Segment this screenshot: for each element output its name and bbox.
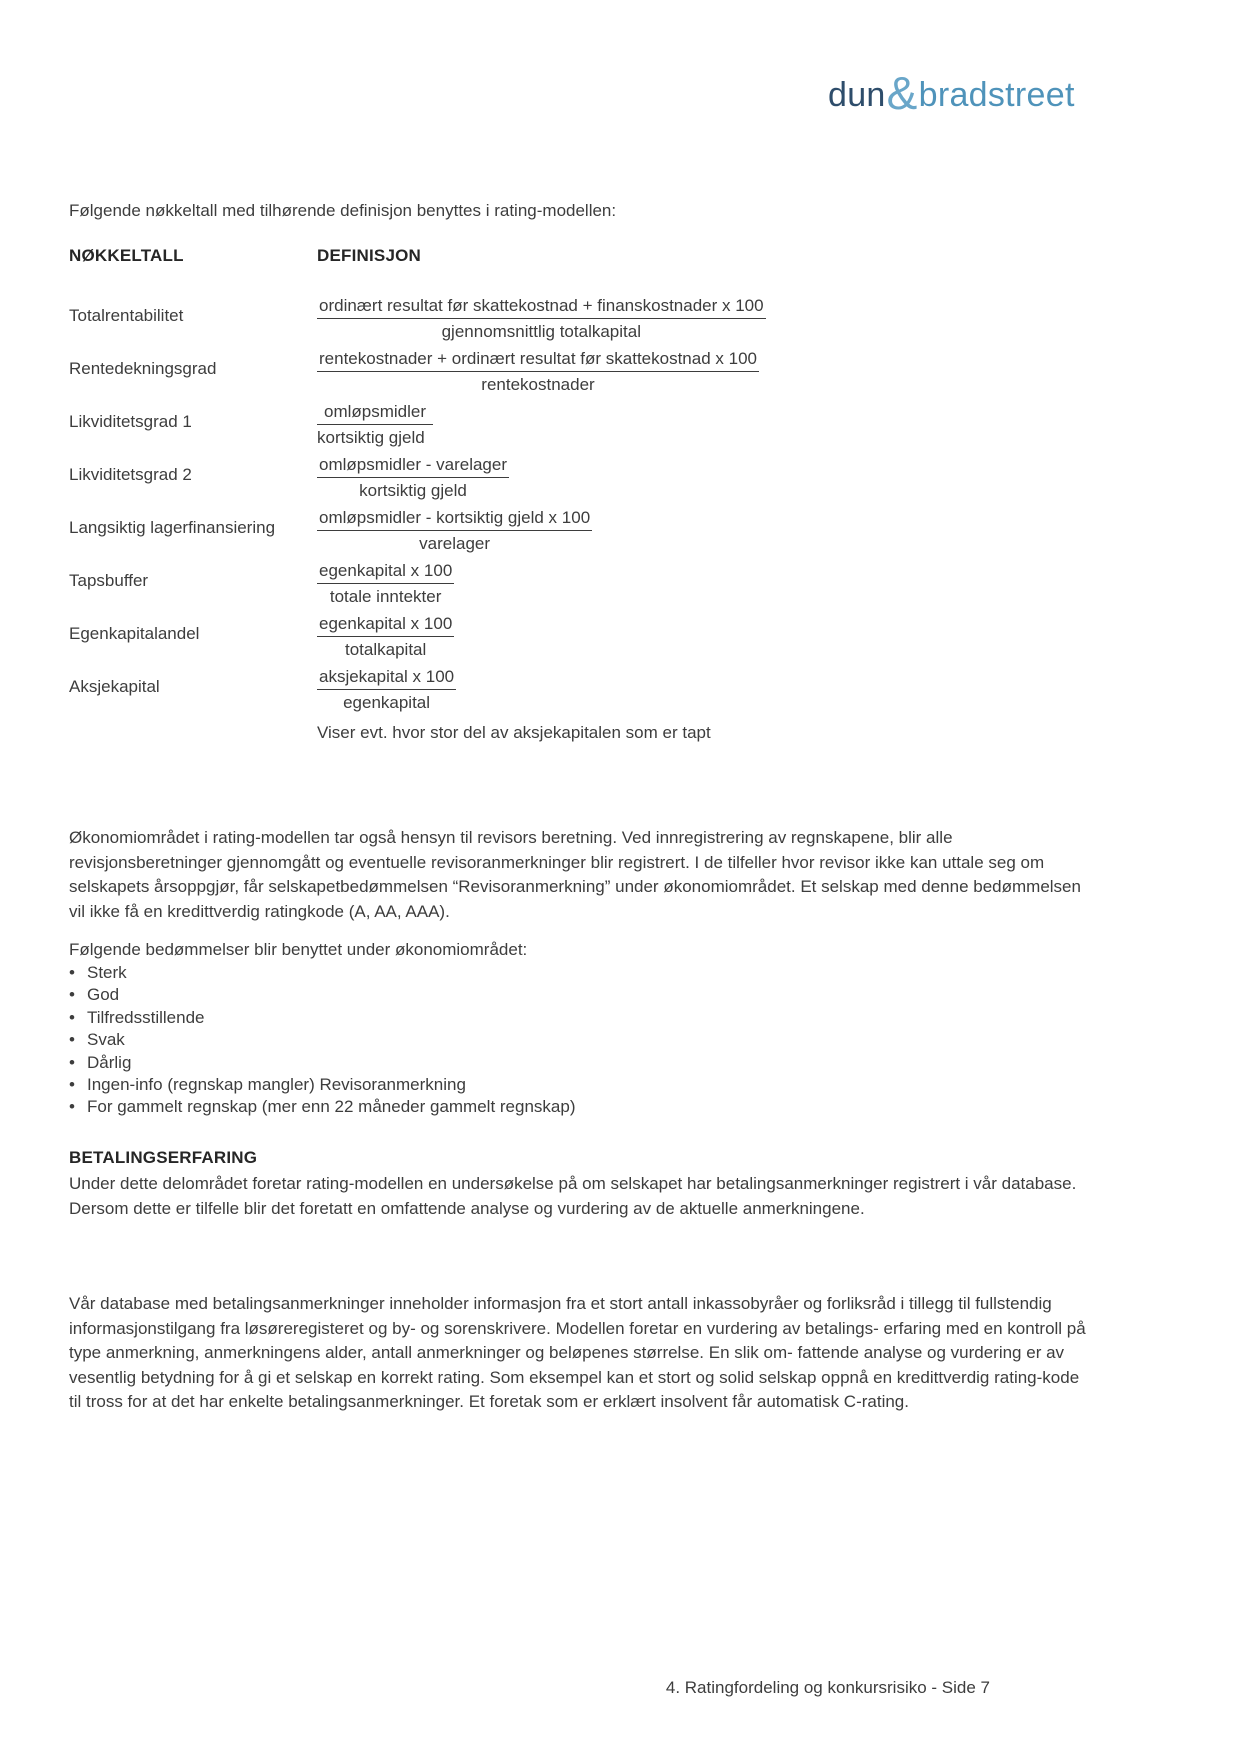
fraction-numerator: ordinært resultat før skattekostnad + finanskostnader x 100 [317, 295, 766, 319]
fraction-numerator: omløpsmidler [317, 401, 433, 425]
fraction-denominator: totalkapital [345, 640, 427, 659]
assessments-list [69, 962, 1089, 1119]
bullet-icon: • [69, 1052, 75, 1072]
fraction-numerator: omløpsmidler - varelager [317, 454, 509, 478]
fraction-denominator: egenkapital [343, 693, 431, 712]
list-item [69, 984, 1089, 1006]
bullet-icon: • [69, 985, 75, 1005]
key-figure-label: Likviditetsgrad 1 [69, 412, 192, 431]
key-figure-label: Tapsbuffer [69, 571, 149, 590]
table-row [69, 666, 1089, 713]
list-item-label: Ingen-info (regnskap mangler) Revisoranmerkning [87, 1075, 466, 1095]
list-item-label: Tilfredsstillende [87, 1007, 205, 1027]
key-figure-label: Totalrentabilitet [69, 306, 184, 325]
table-header-row [69, 245, 1089, 266]
logo-bradstreet-text: bradstreet [918, 76, 1075, 114]
table-row [69, 401, 1089, 448]
definition-fraction [317, 401, 433, 448]
fraction-denominator: kortsiktig gjeld [317, 428, 425, 447]
list-item-label: For gammelt regnskap (mer enn 22 måneder gammelt regnskap) [87, 1097, 576, 1117]
list-item-label: Svak [87, 1030, 125, 1050]
fraction-denominator: varelager [419, 534, 491, 553]
key-figure-label: Langsiktig lagerfinansiering [69, 518, 276, 537]
fraction-denominator: kortsiktig gjeld [359, 481, 467, 500]
fraction-numerator: omløpsmidler - kortsiktig gjeld x 100 [317, 507, 592, 531]
fraction-numerator: egenkapital x 100 [317, 613, 454, 637]
betalingserfaring-paragraph-2: Vår database med betalingsanmerkninger inneholder informasjon fra et stort antall inkassobyråer og forliksråd i tillegg til fullstendig informasjonstilgang fra løsøreregisteret og by- og sorenskrivere. Modellen foretar en vurdering av betalings- erfaring med en kontroll på type anmerkning, anmerkningens alder, antall anmerkninger og beløpenes størrelse. En slik om- fattende analyse og vurdering er av vesentlig betydning for å gi et selskap en korrekt rating. Som eksempel kan et stort og solid selskap oppnå en kredittverdig rating-kode til tross for at det har enkelte betalingsanmerkninger. Et foretak som er erklært insolvent får automatisk C-rating. [69, 1294, 1086, 1411]
definition-fraction [317, 666, 456, 713]
col-header-nokkeltall: NØKKELTALL [69, 246, 184, 265]
bullet-icon: • [69, 963, 75, 982]
logo-ampersand-icon: & [886, 67, 918, 119]
logo-dun-text: dun [828, 76, 886, 114]
list-item-label: Sterk [87, 963, 127, 982]
key-figure-label: Likviditetsgrad 2 [69, 465, 192, 484]
table-row [69, 613, 1089, 660]
fraction-numerator: egenkapital x 100 [317, 560, 454, 584]
assessments-intro: Følgende bedømmelser blir benyttet under økonomiområdet: [69, 940, 528, 959]
fraction-numerator: aksjekapital x 100 [317, 666, 456, 690]
key-figure-label: Rentedekningsgrad [69, 359, 217, 378]
betalingserfaring-paragraph-1: Under dette delområdet foretar rating-modellen en undersøkelse på om selskapet har betalingsanmerkninger registrert i vår database. Dersom dette er tilfelle blir det foretatt en omfattende analyse og vurdering av de aktuelle anmerkningene. [69, 1174, 1077, 1218]
definition-fraction [317, 295, 766, 342]
list-item [69, 1052, 1089, 1074]
key-figure-label: Aksjekapital [69, 677, 160, 696]
bullet-icon: • [69, 1097, 75, 1117]
page-footer: 4. Ratingfordeling og konkursrisiko - Side 7 [665, 1678, 990, 1697]
bullet-icon: • [69, 1075, 75, 1095]
definition-fraction [317, 613, 454, 660]
fraction-denominator: rentekostnader [481, 375, 595, 394]
bullet-icon: • [69, 1030, 75, 1050]
fraction-numerator: rentekostnader + ordinært resultat før skattekostnad x 100 [317, 348, 759, 372]
definition-fraction [317, 454, 509, 501]
fraction-denominator: totale inntekter [329, 587, 442, 606]
intro-text: Følgende nøkkeltall med tilhørende definisjon benyttes i rating-modellen: [69, 201, 617, 220]
bullet-icon: • [69, 1007, 75, 1027]
dun-bradstreet-logo [828, 67, 1075, 119]
list-item [69, 962, 1089, 984]
table-row [69, 348, 1089, 395]
list-item [69, 1029, 1089, 1051]
key-figures-table [69, 245, 1089, 743]
list-item [69, 1096, 1089, 1118]
definition-note: Viser evt. hvor stor del av aksjekapitalen som er tapt [317, 723, 711, 742]
col-header-definisjon: DEFINISJON [317, 246, 422, 265]
fraction-denominator: gjennomsnittlig totalkapital [441, 322, 641, 341]
table-row [69, 507, 1089, 554]
table-row [69, 454, 1089, 501]
list-item-label: God [87, 985, 120, 1005]
table-row [69, 295, 1089, 342]
definition-fraction [317, 348, 759, 395]
list-item-label: Dårlig [87, 1052, 132, 1072]
key-figure-label: Egenkapitalandel [69, 624, 200, 643]
definition-fraction [317, 507, 592, 554]
definition-fraction [317, 560, 454, 607]
betalingserfaring-heading: BETALINGSERFARING [69, 1148, 258, 1167]
economy-paragraph: Økonomiområdet i rating-modellen tar også hensyn til revisors beretning. Ved innregistrering av regnskapene, blir alle revisjonsberetninger gjennomgått og eventuelle revisoranmerkninger blir registrert. I de tilfeller hvor revisor ikke kan uttale seg om selskapets årsoppgjør, får selskapetbedømmelsen “Revisoranmerkning” under økonomiområdet. Et selskap med denne bedømmelsen vil ikke få en kredittverdig ratingkode (A, AA, AAA). [69, 828, 1081, 921]
table-row [69, 560, 1089, 607]
list-item [69, 1074, 1089, 1096]
list-item [69, 1007, 1089, 1029]
